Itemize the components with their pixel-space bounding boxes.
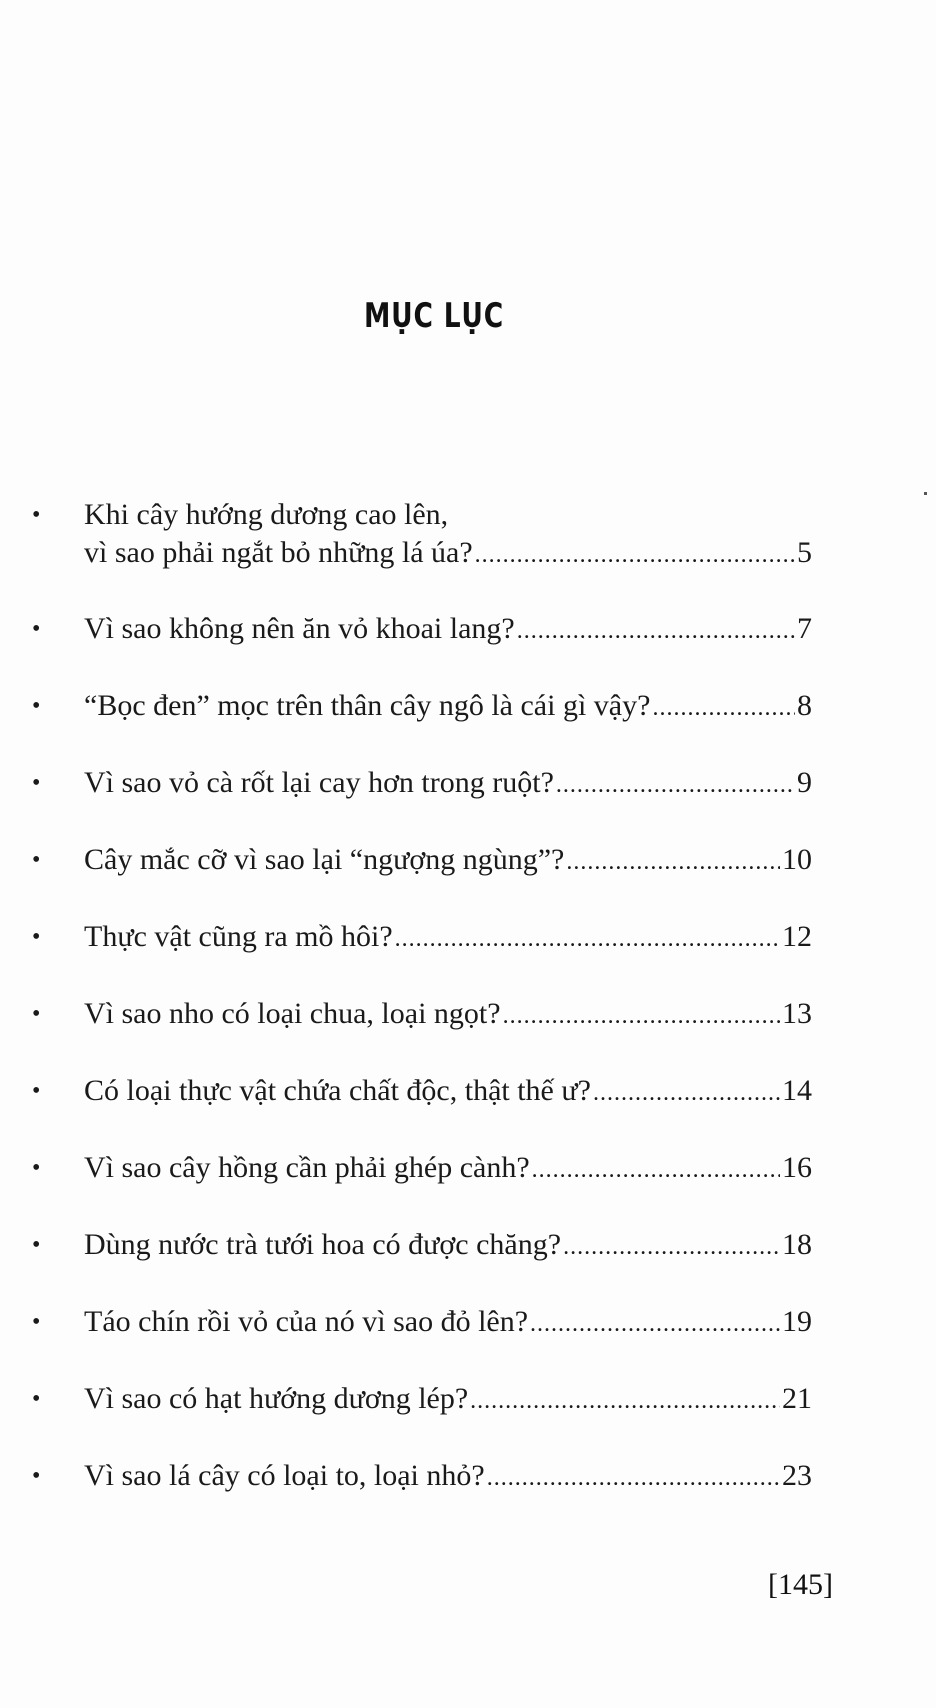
toc-entry-title: Thực vật cũng ra mồ hôi? <box>84 920 393 953</box>
toc-entry <box>32 1303 812 1343</box>
toc-entry <box>32 1226 812 1266</box>
toc-entry-title: Vì sao vỏ cà rốt lại cay hơn trong ruột? <box>84 766 554 799</box>
bullet: • <box>32 1078 41 1104</box>
toc-entry <box>32 610 812 650</box>
toc-entry-title: Có loại thực vật chứa chất độc, thật thế ư? <box>84 1074 591 1107</box>
toc-entry <box>32 496 812 574</box>
toc-entry-title: Vì sao lá cây có loại to, loại nhỏ? <box>84 1459 485 1492</box>
toc-entry-page: 23 <box>782 1459 812 1492</box>
table-of-contents <box>32 496 812 1534</box>
bullet: • <box>32 1309 41 1335</box>
toc-entry-page: 14 <box>782 1074 812 1107</box>
toc-entry-page: 18 <box>782 1228 812 1261</box>
page-title: MỤC LỤC <box>364 296 504 336</box>
bullet: • <box>32 1386 41 1412</box>
toc-entry-title: Vì sao cây hồng cần phải ghép cành? <box>84 1151 530 1184</box>
toc-entry <box>32 764 812 804</box>
bullet: • <box>32 1463 41 1489</box>
dot-leader <box>487 1459 780 1497</box>
dot-leader <box>503 997 780 1035</box>
toc-entry <box>32 918 812 958</box>
toc-entry <box>32 1380 812 1420</box>
toc-entry-page: 9 <box>797 766 812 799</box>
dot-leader <box>395 920 780 958</box>
dot-leader <box>532 1151 780 1189</box>
toc-entry-title: “Bọc đen” mọc trên thân cây ngô là cái gì vậy? <box>84 689 651 722</box>
toc-entry-page: 13 <box>782 997 812 1030</box>
dot-leader <box>517 612 795 650</box>
toc-entry-page: 19 <box>782 1305 812 1338</box>
bullet: • <box>32 1155 41 1181</box>
toc-entry <box>32 995 812 1035</box>
toc-entry-title: Cây mắc cỡ vì sao lại “ngượng ngùng”? <box>84 843 565 876</box>
dot-leader <box>470 1382 780 1420</box>
toc-entry-page: 7 <box>797 612 812 645</box>
toc-entry-page: 10 <box>782 843 812 876</box>
bullet: • <box>32 1001 41 1027</box>
toc-entry <box>32 841 812 881</box>
toc-entry-title: Táo chín rồi vỏ của nó vì sao đỏ lên? <box>84 1305 529 1338</box>
toc-entry-page: 12 <box>782 920 812 953</box>
toc-entry <box>32 1457 812 1497</box>
dot-leader <box>475 536 795 574</box>
dot-leader <box>530 1305 780 1343</box>
dot-leader <box>652 689 795 727</box>
margin-mark <box>924 492 927 495</box>
toc-entry-title-line-2: vì sao phải ngắt bỏ những lá úa? <box>84 536 473 569</box>
toc-entry <box>32 1149 812 1189</box>
toc-entry <box>32 1072 812 1112</box>
dot-leader <box>563 1228 780 1266</box>
toc-entry-title: Dùng nước trà tưới hoa có được chăng? <box>84 1228 562 1261</box>
bullet: • <box>32 1232 41 1258</box>
toc-entry-page: 16 <box>782 1151 812 1184</box>
toc-entry-title: Vì sao không nên ăn vỏ khoai lang? <box>84 612 515 645</box>
toc-entry-title: Vì sao nho có loại chua, loại ngọt? <box>84 997 501 1030</box>
dot-leader <box>556 766 795 804</box>
toc-entry-title-line-1: Khi cây hướng dương cao lên, <box>84 498 449 531</box>
toc-entry-page: 21 <box>782 1382 812 1415</box>
bullet: • <box>32 924 41 950</box>
page-number: [145] <box>768 1568 833 1601</box>
toc-entry-page: 8 <box>797 689 812 722</box>
bullet: • <box>32 616 41 642</box>
dot-leader <box>566 843 780 881</box>
bullet: • <box>32 847 41 873</box>
bullet: • <box>32 770 41 796</box>
bullet: • <box>32 502 41 528</box>
toc-entry-title: Vì sao có hạt hướng dương lép? <box>84 1382 469 1415</box>
bullet: • <box>32 693 41 719</box>
toc-entry-page: 5 <box>797 536 812 569</box>
dot-leader <box>593 1074 780 1112</box>
toc-entry <box>32 687 812 727</box>
